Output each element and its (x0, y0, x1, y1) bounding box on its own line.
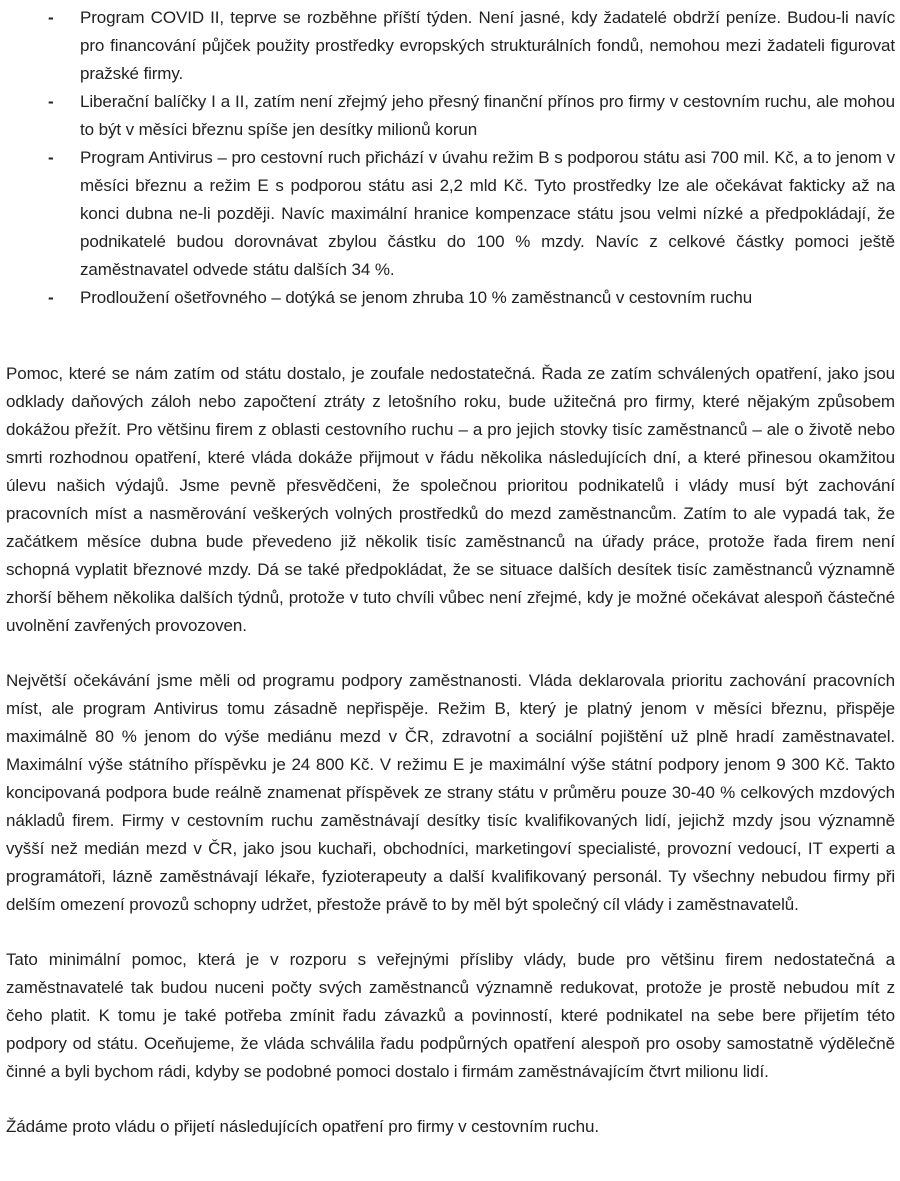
bullet-dash-marker: - (48, 92, 54, 111)
bullet-item-osetrovne (6, 284, 895, 312)
bullet-dash-marker: - (48, 8, 54, 27)
bullet-dash-marker: - (48, 148, 54, 167)
bullet-item-covid-ii (6, 4, 895, 88)
bullet-text: Program Antivirus – pro cestovní ruch přichází v úvahu režim B s podporou státu asi 700 mil. Kč, a to jenom v měsíci březnu a režim E s podporou státu asi 2,2 mld Kč. Tyto prostředky lze ale očekávat fakticky až na konci dubna ne-li později. Navíc maximální hranice kompenzace státu jsou velmi nízké a předpokládají, že podnikatelé budou dorovnávat zbylou částku do 100 % mzdy. Navíc z celkové částky pomoci ještě zaměstnavatel odvede státu dalších 34 %. (80, 148, 895, 279)
bullet-item-liberacni-balicky (6, 88, 895, 144)
bullet-text: Liberační balíčky I a II, zatím není zřejmý jeho přesný finanční přínos pro firmy v cestovním ruchu, ale mohou to být v měsíci březnu spíše jen desítky milionů korun (80, 92, 895, 139)
paragraph-minimalni-pomoc: Tato minimální pomoc, která je v rozporu s veřejnými přísliby vlády, bude pro většinu firem nedostatečná a zaměstnavatelé tak budou nuceni počty svých zaměstnanců významně redukovat, protože je prostě nebudou mít z čeho platit. K tomu je také potřeba zmínit řadu závazků a povinností, které podnikatel na sebe bere přijetím této podpory od státu. Oceňujeme, že vláda schválila řadu podpůrných opatření alespoň pro osoby samostatně výdělečně činné a byli bychom rádi, kdyby se podobné pomoci dostalo i firmám zaměstnávajícím čtvrt milionu lidí. (6, 950, 895, 1081)
bullet-text: Program COVID II, teprve se rozběhne příští týden. Není jasné, kdy žadatelé obdrží peníze. Budou-li navíc pro financování půjček použity prostředky evropských strukturálních fondů, nemohou mezi žadateli figurovat pražské firmy. (80, 8, 895, 83)
paragraph-zadame-vladu: Žádáme proto vládu o přijetí následujících opatření pro firmy v cestovním ruchu. (6, 1117, 599, 1136)
bullet-dash-marker: - (48, 288, 54, 307)
paragraph-program-podpory-zamestnanosti: Největší očekávání jsme měli od programu podpory zaměstnanosti. Vláda deklarovala prioritu zachování pracovních míst, ale program Antivirus tomu zásadně nepřispěje. Režim B, který je platný jenom v měsíci březnu, přispěje maximálně 80 % jenom do výše mediánu mezd v ČR, zdravotní a sociální pojištění už plně hradí zaměstnavatel. Maximální výše státního příspěvku je 24 800 Kč. V režimu E je maximální výše státní podpory jenom 9 300 Kč. Takto koncipovaná podpora bude reálně znamenat příspěvek ze strany státu v průměru pouze 30-40 % celkových mzdových nákladů firem. Firmy v cestovním ruchu zaměstnávají desítky tisíc kvalifikovaných lidí, jejichž mzdy jsou významně vyšší než medián mezd v ČR, jako jsou kuchaři, obchodníci, marketingoví specialisté, provozní vedoucí, IT experti a programátoři, lázně zaměstnávají lékaře, fyzioterapeuty a další kvalifikovaný personál. Ty všechny nebudou firmy při delším omezení provozů schopny udržet, přestože právě to by měl být společný cíl vlády i zaměstnavatelů. (6, 671, 895, 914)
bullet-text: Prodloužení ošetřovného – dotýká se jenom zhruba 10 % zaměstnanců v cestovním ruchu (80, 288, 753, 307)
bullet-list (6, 4, 895, 312)
bullet-item-program-antivirus (6, 144, 895, 284)
paragraph-pomoc-statu: Pomoc, které se nám zatím od státu dostalo, je zoufale nedostatečná. Řada ze zatím schválených opatření, jako jsou odklady daňových záloh nebo započtení ztráty z letošního roku, bude užitečná pro firmy, které nějakým způsobem dokážou přežít. Pro většinu firem z oblasti cestovního ruchu – a pro jejich stovky tisíc zaměstnanců – ale o životě nebo smrti rozhodnou opatření, které vláda dokáže přijmout v řádu několika následujících dní, a které přinesou okamžitou úlevu našich výdajů. Jsme pevně přesvědčeni, že společnou prioritou podnikatelů i vlády musí být zachování pracovních míst a nasměrování veškerých volných prostředků do mezd zaměstnancům. Zatím to ale vypadá tak, že začátkem měsíce dubna bude převedeno již několik tisíc zaměstnanců na úřady práce, protože řada firem není schopná vyplatit březnové mzdy. Dá se také předpokládat, že se situace dalších desítek tisíc zaměstnanců významně zhorší během několika dalších týdnů, protože v tuto chvíli vůbec není zřejmé, kdy je možné očekávat alespoň částečné uvolnění zavřených provozoven. (6, 364, 895, 635)
